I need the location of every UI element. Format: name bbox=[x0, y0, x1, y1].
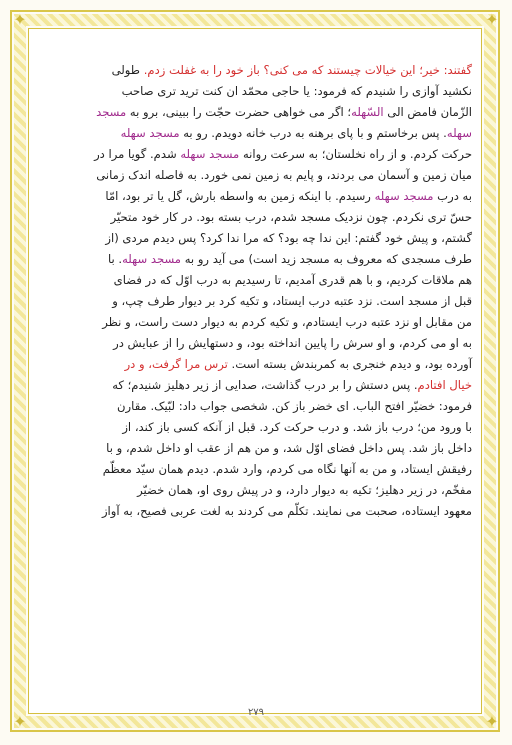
text-line bbox=[38, 228, 472, 249]
highlight-place-name: مسجد سهله bbox=[180, 147, 240, 161]
text-line bbox=[38, 312, 472, 333]
text-line bbox=[38, 249, 472, 270]
text-segment: به درب bbox=[433, 189, 472, 203]
text-segment: با ورود من؛ درب باز شد. و درب حرکت کرد. قبل از آنکه کسی باز کند، از bbox=[122, 420, 472, 434]
text-segment: نکشید آوازی را شنیدم که فرمود: یا حاجی محمّد ان کنت ترید تری صاحب bbox=[121, 84, 472, 98]
highlight-place-name: مسجد سهله bbox=[374, 189, 434, 203]
text-line bbox=[38, 438, 472, 459]
highlight-place-name: مسجد سهله bbox=[122, 252, 182, 266]
highlight-red-text: ترس مرا گرفت، و در bbox=[124, 357, 228, 371]
text-line bbox=[38, 501, 472, 522]
text-segment: حسّ تری نکردم. چون نزدیک مسجد شدم، درب بسته بود. در کار خود متحیّر bbox=[110, 210, 472, 224]
highlight-place-name: مسجد bbox=[96, 105, 127, 119]
highlight-place-name: سهله bbox=[446, 126, 472, 140]
text-segment: هم ملاقات کردیم، و با هم قدری آمدیم، تا رسیدیم به درب اوّل که در فضای bbox=[113, 273, 472, 287]
text-line bbox=[38, 60, 472, 81]
text-segment: . پس دستش را بر درب گذاشت، صدایی از زیر دهلیز شنیدم؛ که bbox=[112, 378, 418, 392]
text-segment: فرمود: خضیّر افتح الباب. ای خضر باز کن. شخصی جواب داد: لبّیک. مقارن bbox=[117, 399, 472, 413]
text-line bbox=[38, 375, 472, 396]
text-segment: به او می کردم، و او سرش را پایین انداخته بود، و دستهایش را از عبایش در bbox=[113, 336, 472, 350]
highlight-red-text: خیال افتادم bbox=[417, 378, 472, 392]
text-segment: الزّمان فامض الی bbox=[383, 105, 472, 119]
text-line bbox=[38, 144, 472, 165]
text-line bbox=[38, 291, 472, 312]
text-line bbox=[38, 270, 472, 291]
text-line bbox=[38, 480, 472, 501]
text-segment: . با bbox=[107, 252, 123, 266]
text-segment: آورده بود، و دیدم خنجری به کمربندش بسته است. bbox=[227, 357, 472, 371]
corner-ornament-icon: ✦ bbox=[485, 712, 499, 731]
text-line bbox=[38, 354, 472, 375]
text-segment: . پس برخاستم و با پای برهنه به درب خانه دویدم. رو به bbox=[179, 126, 447, 140]
text-line bbox=[38, 207, 472, 228]
body-text bbox=[38, 60, 472, 522]
text-line bbox=[38, 396, 472, 417]
highlight-place-name: السّهله bbox=[351, 105, 384, 119]
text-segment: حرکت کردم. و از راه نخلستان؛ به سرعت روانه bbox=[239, 147, 472, 161]
text-segment: طرف مسجدی که معروف به مسجد زید است) می آید رو به bbox=[181, 252, 472, 266]
corner-ornament-icon: ✦ bbox=[13, 10, 27, 29]
highlight-red-text: گفتند: خیر؛ این خیالات چیستند که می کنی؟ باز خود را به غفلت زدم. bbox=[143, 63, 472, 77]
text-line bbox=[38, 123, 472, 144]
text-segment: من مقابل او نزد عتبه درب ایستادم، و تکیه کردم به دیوار دست راست، و نظر bbox=[102, 315, 472, 329]
corner-ornament-icon: ✦ bbox=[485, 10, 499, 29]
text-segment: معهود ایستاده، صحبت می نمایند. تکلّم می کردند به لغت عربی فصیح، به آواز bbox=[101, 504, 472, 518]
text-segment: طولی bbox=[111, 63, 144, 77]
text-line bbox=[38, 417, 472, 438]
text-line bbox=[38, 81, 472, 102]
text-segment: قبل از مسجد است. نزد عتبه درب ایستاد، و تکیه کرد بر دیوار طرف چپ، و bbox=[112, 294, 472, 308]
text-segment: میان زمین و آسمان می بردند، و پایم به زمین نمی خورد. به فاصله اندک زمانی bbox=[96, 168, 472, 182]
text-line bbox=[38, 165, 472, 186]
text-line bbox=[38, 333, 472, 354]
text-segment: رفیقش ایستاد، و من به آنها نگاه می کردم، وارد شدم. دیدم همان سیّد معظّم bbox=[102, 462, 472, 476]
text-segment: رسیدم. با اینکه زمین به واسطه بارش، گل یا تر بود، امّا bbox=[105, 189, 375, 203]
text-line bbox=[38, 459, 472, 480]
corner-ornament-icon: ✦ bbox=[13, 712, 27, 731]
text-segment: ؛ اگر می خواهی حضرت حجّت را ببینی، برو به bbox=[126, 105, 352, 119]
text-segment: گشتم، و پیش خود گفتم: این ندا چه بود؟ که مرا ندا کرد؟ پس دیدم مردی (از bbox=[105, 231, 472, 245]
text-line bbox=[38, 186, 472, 207]
text-segment: داخل باز شد. پس داخل فضای اوّل شد، و من هم از عقب او داخل شدم، و با bbox=[106, 441, 472, 455]
text-line bbox=[38, 102, 472, 123]
text-segment: مفخّم، در زیر دهلیز؛ تکیه به دیوار دارد، و در پیش روی او، همان خضیّر bbox=[137, 483, 472, 497]
highlight-place-name: مسجد سهله bbox=[120, 126, 180, 140]
page-number: ۲۷۹ bbox=[247, 707, 265, 718]
text-segment: شدم. گویا مرا در bbox=[94, 147, 181, 161]
